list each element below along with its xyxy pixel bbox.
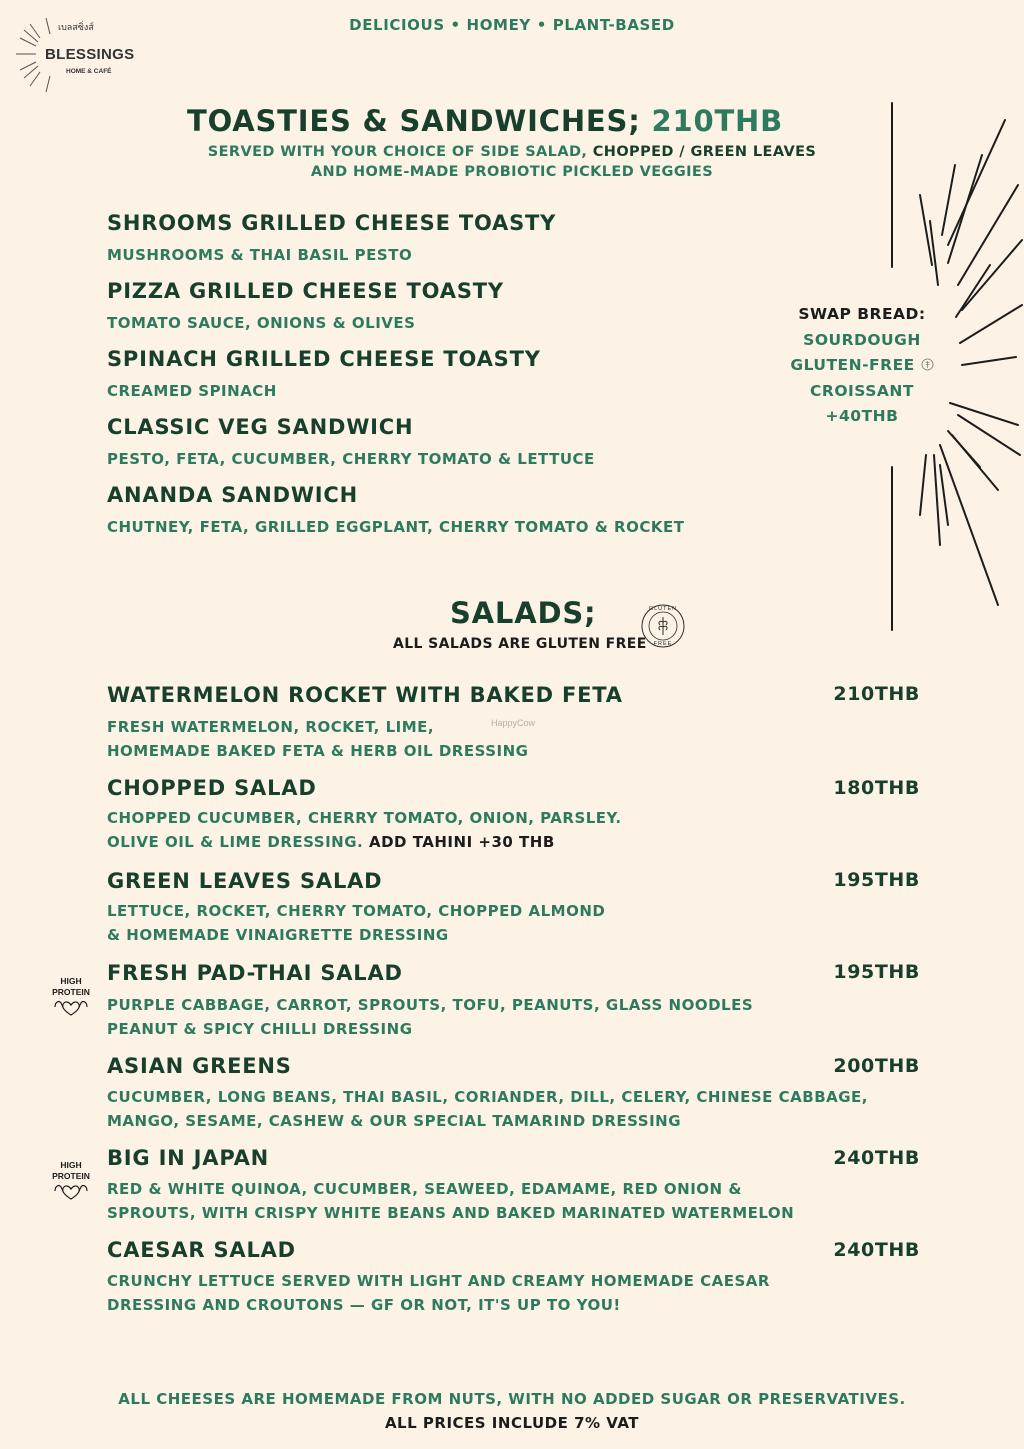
swap-price: +40THB [825,407,899,425]
tagline: DELICIOUS • HOMEY • PLANT-BASED [349,16,675,34]
toasty-desc: PESTO, FETA, CUCUMBER, CHERRY TOMATO & LETTUCE [107,450,595,468]
salad-price: 180THB [833,777,920,799]
logo-subtitle: HOME & CAFÉ [66,68,112,75]
toasty-name: PIZZA GRILLED CHEESE TOASTY [107,279,504,303]
high-protein-label: PROTEIN [52,1171,90,1181]
salad-price: 240THB [833,1147,920,1169]
toasty-desc: CHUTNEY, FETA, GRILLED EGGPLANT, CHERRY TOMATO & ROCKET [107,518,685,536]
salad-desc-line2 [107,830,555,854]
gluten-free-small-icon [921,358,934,371]
salad-price: 195THB [833,961,920,983]
salad-desc-line2: & HOMEMADE VINAIGRETTE DRESSING [107,926,449,944]
salad-name: ASIAN GREENS [107,1054,292,1078]
muscle-heart-icon [51,1182,91,1202]
salad-name: WATERMELON ROCKET WITH BAKED FETA [107,683,623,707]
salad-desc-line2: HOMEMADE BAKED FETA & HERB OIL DRESSING [107,742,529,760]
salad-name: BIG IN JAPAN [107,1146,270,1170]
toasty-name: ANANDA SANDWICH [107,483,358,507]
gluten-free-badge-bottom: FREE [653,641,673,647]
footer-vat-note: ALL PRICES INCLUDE 7% VAT [384,1414,640,1432]
salad-name: FRESH PAD-THAI SALAD [107,961,403,985]
gluten-free-badge-top: GLUTEN [648,606,678,612]
swap-bread-box [790,302,934,430]
salad-desc-line2: DRESSING AND CROUTONS — GF OR NOT, IT'S UP TO YOU! [107,1296,621,1314]
swap-bread-title: SWAP BREAD: [798,305,926,323]
toasties-price: 210THB [651,104,784,138]
salad-price: 240THB [833,1239,920,1261]
swap-option: CROISSANT [810,381,914,400]
high-protein-label: HIGH [60,1160,82,1170]
high-protein-badge [51,1160,91,1205]
salad-desc-line1: RED & WHITE QUINOA, CUCUMBER, SEAWEED, EDAMAME, RED ONION & [107,1180,742,1198]
toasties-subtitle-part1: SERVED WITH YOUR CHOICE OF SIDE SALAD, [207,144,593,160]
toasty-name: SHROOMS GRILLED CHEESE TOASTY [107,211,557,235]
toasty-desc: TOMATO SAUCE, ONIONS & OLIVES [107,314,416,332]
salad-desc-line2: SPROUTS, WITH CRISPY WHITE BEANS AND BAKED MARINATED WATERMELON [107,1204,795,1222]
salad-desc-line1: CRUNCHY LETTUCE SERVED WITH LIGHT AND CREAMY HOMEMADE CAESAR [107,1272,770,1290]
muscle-heart-icon [51,998,91,1018]
toasty-desc: CREAMED SPINACH [107,382,277,400]
swap-option [790,353,934,379]
toasties-title [0,104,970,138]
logo-thai-text: เบลสซิ่งส์ [58,23,94,33]
logo-name: BLESSINGS [45,46,135,63]
toasty-name: SPINACH GRILLED CHEESE TOASTY [107,347,541,371]
swap-option: SOURDOUGH [803,330,921,349]
salad-desc-text: OLIVE OIL & LIME DRESSING. [107,833,364,851]
toasty-name: CLASSIC VEG SANDWICH [107,415,414,439]
salad-desc-line1: CUCUMBER, LONG BEANS, THAI BASIL, CORIANDER, DILL, CELERY, CHINESE CABBAGE, [107,1088,868,1106]
gluten-free-badge [640,603,686,649]
salad-name: GREEN LEAVES SALAD [107,869,383,893]
salad-name: CAESAR SALAD [107,1238,296,1262]
salad-addon: ADD TAHINI +30 THB [363,833,555,851]
salad-desc-line1: PURPLE CABBAGE, CARROT, SPROUTS, TOFU, PEANUTS, GLASS NOODLES [107,996,754,1014]
salad-price: 195THB [833,869,920,891]
footer-cheese-note: ALL CHEESES ARE HOMEMADE FROM NUTS, WITH NO ADDED SUGAR OR PRESERVATIVES. [118,1390,906,1408]
salads-subtitle: ALL SALADS ARE GLUTEN FREE [393,636,647,652]
salad-price: 200THB [833,1055,920,1077]
salad-desc-line1: LETTUCE, ROCKET, CHERRY TOMATO, CHOPPED ALMOND [107,902,606,920]
salads-title: SALADS; [450,596,597,630]
toasties-subtitle-part2: CHOPPED / GREEN LEAVES [592,144,817,160]
salad-desc-line2: MANGO, SESAME, CASHEW & OUR SPECIAL TAMARIND DRESSING [107,1112,682,1130]
salad-name: CHOPPED SALAD [107,776,317,800]
toasties-subtitle-line2: AND HOME-MADE PROBIOTIC PICKLED VEGGIES [310,164,714,180]
toasties-title-text: TOASTIES & SANDWICHES; [186,104,652,138]
high-protein-label: HIGH [60,976,82,986]
salad-desc-line2: PEANUT & SPICY CHILLI DRESSING [107,1020,413,1038]
salad-desc-line1: FRESH WATERMELON, ROCKET, LIME, [107,718,435,736]
high-protein-badge [51,976,91,1021]
swap-option-text: GLUTEN-FREE [790,356,915,374]
salad-price: 210THB [833,683,920,705]
high-protein-label: PROTEIN [52,987,90,997]
salad-desc-line1: CHOPPED CUCUMBER, CHERRY TOMATO, ONION, PARSLEY. [107,809,622,827]
happycow-watermark: HappyCow [491,718,536,728]
toasty-desc: MUSHROOMS & THAI BASIL PESTO [107,246,413,264]
